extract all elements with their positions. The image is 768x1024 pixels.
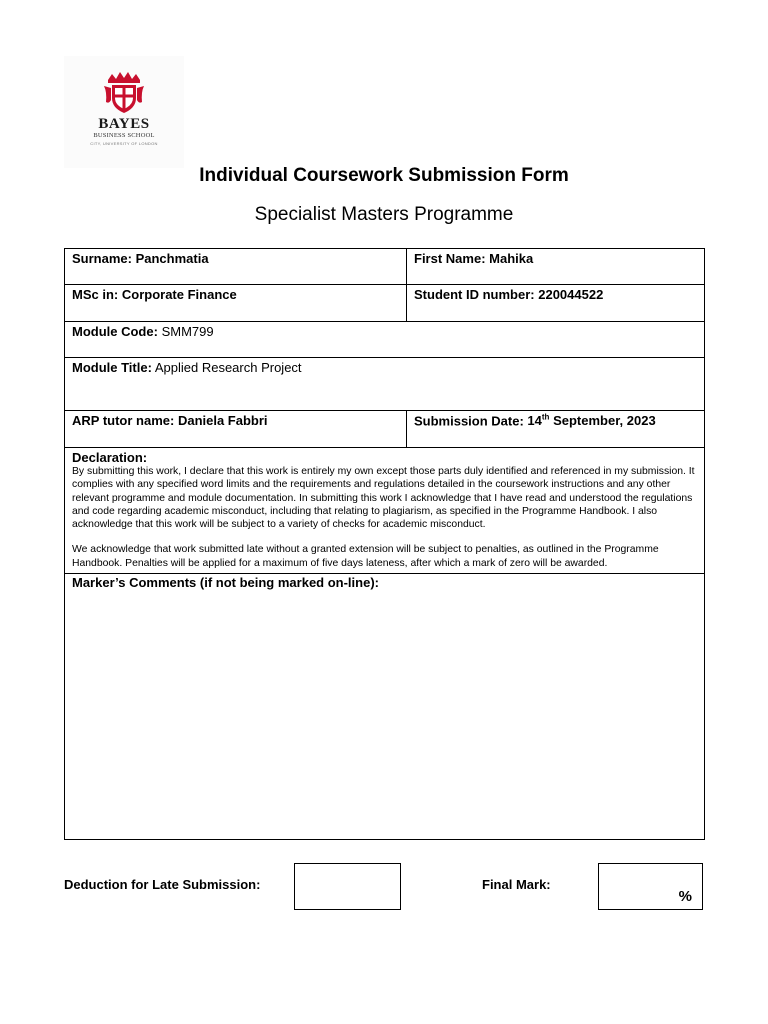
submission-date-suffix: th: [541, 413, 550, 422]
declaration-cell: [65, 448, 704, 573]
module-code-label: Module Code:: [72, 324, 158, 339]
form-title: Individual Coursework Submission Form: [199, 165, 569, 186]
row-module-code: [65, 322, 704, 358]
tutor-cell: [65, 411, 407, 447]
row-names: [65, 249, 704, 285]
student-id-value: 220044522: [538, 287, 604, 302]
form-subtitle: Specialist Masters Programme: [254, 204, 514, 225]
submission-date-day: 14: [527, 413, 542, 429]
crest-icon: [102, 70, 146, 116]
module-code-value: SMM799: [161, 324, 214, 339]
percent-symbol: %: [678, 888, 692, 905]
bayes-logo: [64, 56, 184, 168]
msc-cell: [65, 285, 407, 321]
module-code-cell: [65, 322, 704, 357]
logo-tagline: CITY, UNIVERSITY OF LONDON: [90, 141, 158, 146]
first-name-label: First Name:: [414, 251, 486, 266]
surname-value: Panchmatia: [135, 251, 209, 266]
final-mark-box[interactable]: [598, 863, 703, 910]
row-marker-comments: [65, 574, 704, 839]
tutor-label: ARP tutor name:: [72, 413, 175, 428]
module-title-value: Applied Research Project: [154, 360, 302, 375]
submission-date-cell: [407, 411, 704, 447]
first-name-cell: [407, 249, 704, 284]
submission-date-label: Submission Date:: [414, 413, 524, 429]
row-tutor-date: [65, 411, 704, 448]
surname-label: Surname:: [72, 251, 132, 266]
declaration-paragraph-2: We acknowledge that work submitted late without a granted extension will be subject to penalties, as outlined in the Programme Handbook. Penalties will be applied for a maximum of five days lateness, after which a mark of zero will be awarded.: [72, 544, 659, 569]
logo-wordmark: BAYES: [98, 116, 150, 132]
row-programme: [65, 285, 704, 322]
submission-date-value: [527, 413, 655, 428]
row-module-title: [65, 358, 704, 411]
declaration-heading: Declaration:: [72, 450, 148, 465]
final-mark-label: Final Mark:: [482, 877, 551, 892]
module-title-cell: [65, 358, 704, 410]
declaration-paragraph-1: By submitting this work, I declare that this work is entirely my own except those parts duly identified and referenced in my submission. It complies with any specified word limits and the requirements and regulations detailed in the coursework instructions and any other relevant programme and module documentation. In submitting this work I acknowledge that I have read and understood the regulations and code regarding academic misconduct, including that relating to plagiarism, as specified in the Programme Handbook. I also acknowledge that this work will be subject to a variety of checks for academic misconduct.: [72, 466, 695, 531]
submission-date-rest: September, 2023: [549, 413, 656, 429]
deduction-box[interactable]: [294, 863, 401, 910]
surname-cell: [65, 249, 407, 284]
student-id-cell: [407, 285, 704, 321]
msc-label: MSc in:: [72, 287, 119, 302]
module-title-label: Module Title:: [72, 360, 152, 375]
first-name-value: Mahika: [489, 251, 534, 266]
marker-comments-heading: Marker’s Comments (if not being marked on-line):: [72, 575, 379, 590]
logo-subline: BUSINESS SCHOOL: [93, 132, 155, 139]
student-id-label: Student ID number:: [414, 287, 535, 302]
submission-form-table: [64, 248, 705, 840]
marker-comments-cell: [65, 574, 704, 839]
deduction-label: Deduction for Late Submission:: [64, 877, 261, 892]
tutor-value: Daniela Fabbri: [177, 413, 268, 428]
msc-value: Corporate Finance: [121, 287, 237, 302]
row-declaration: [65, 448, 704, 574]
